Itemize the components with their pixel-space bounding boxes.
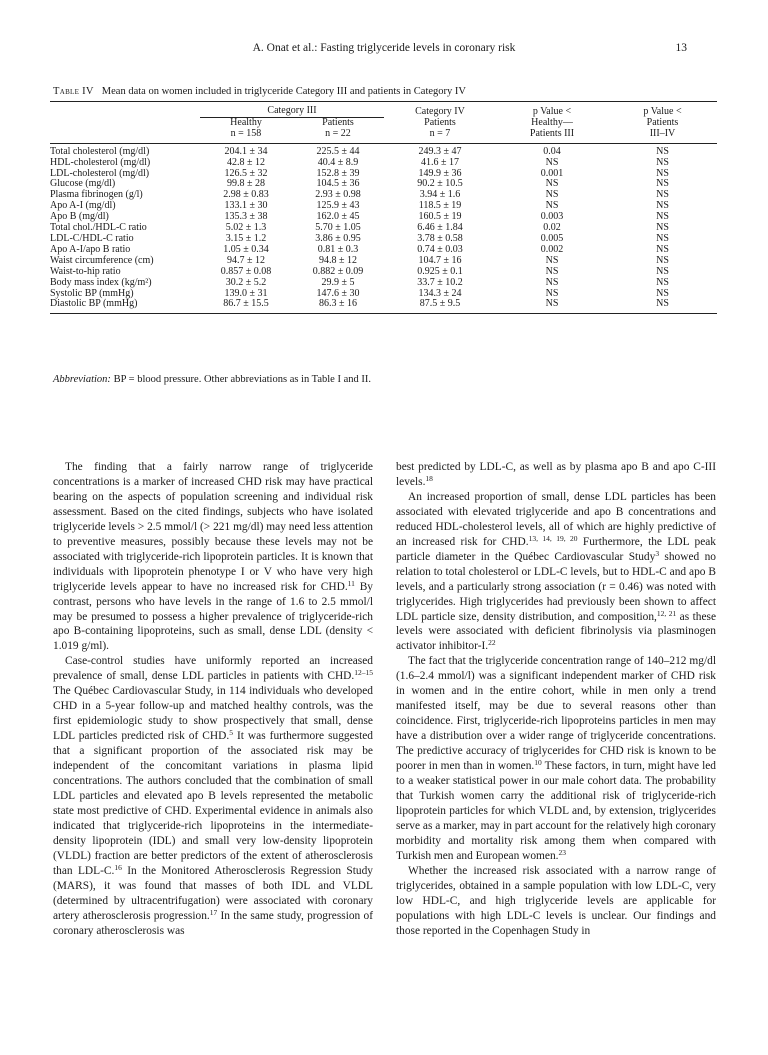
page-number: 13 — [675, 42, 687, 54]
table-row — [50, 158, 717, 169]
table-cell: 5.02 ± 1.3 — [225, 222, 267, 234]
row-label: Total chol./HDL-C ratio — [50, 222, 147, 234]
table-cell: 2.98 ± 0.83 — [223, 189, 269, 201]
table-cell: NS — [656, 265, 669, 277]
table-cell: NS — [656, 156, 669, 168]
table-cell: NS — [545, 265, 559, 277]
table-cell: 160.5 ± 19 — [418, 211, 462, 223]
table-cell: NS — [545, 156, 559, 168]
table-cell: 0.02 — [543, 222, 561, 234]
table-cell: NS — [656, 145, 669, 157]
table-cell: NS — [545, 200, 559, 212]
table-row — [50, 267, 717, 278]
table-cell: 87.5 ± 9.5 — [384, 299, 496, 313]
table-cell: NS — [656, 167, 669, 179]
table-cell: 0.002 — [540, 243, 564, 255]
table-cell: 0.925 ± 0.1 — [417, 265, 463, 277]
running-head — [0, 42, 768, 58]
group-header-category-iii: Category III — [200, 105, 384, 117]
row-label: Body mass index (kg/m²) — [50, 276, 152, 288]
table-cell: 0.81 ± 0.3 — [317, 243, 359, 255]
body-paragraph: Case-control studies have uniformly reported an increased prevalence of small, dense LDL particles in patients with CHD.$^{12-15}$ The Québec Cardiovascular Study, in 114 individuals who developed CHD in a 5-year follow-up and matched healthy controls, was the first epidemiologic study to show prospectively that small, dense LDL particles predicted risk of CHD.$^5$ It was furthermore suggested that a significant proportion of the associated risk may be independent of the concomitant variations in plasma lipid concentrations. The authors concluded that the combination of small LDL particles and elevated apo B levels represented the metabolic state most predictive of CHD. Experimental evidence in animals also indicated that triglyceride-rich lipoproteins in the intermediate-density lipoprotein (IDL) and small very low-density lipoprotein (VLDL) fraction are better predictors of the extent of atherosclerosis than LDL-C.$^{16}$ In the Monitored Atherosclerosis Regression Study (MARS), it was found that masses of both IDL and VLDL (determined by ultracentrifugation) were associated with coronary artery atherosclerosis progression.$^{17}$ In the same study, progression of coronary atherosclerosis was — [53, 655, 373, 937]
col-header-patients-iii-n: n = 22 — [292, 129, 384, 143]
table-cell: NS — [496, 299, 608, 313]
table-cell: 30.2 ± 5.2 — [225, 276, 267, 288]
table-cell: 118.5 ± 19 — [418, 200, 462, 212]
col-header-category-iv-sub: Patients — [424, 116, 456, 128]
abbreviation-text: BP = blood pressure. Other abbreviations as in Table I and II. — [113, 374, 371, 385]
col-header-p-value-2-sub: Patients — [646, 116, 679, 128]
table-cell: 249.3 ± 47 — [418, 145, 462, 157]
table-cell: 139.0 ± 31 — [224, 287, 268, 299]
table-cell: 86.3 ± 16 — [292, 299, 384, 313]
table-cell: 135.3 ± 38 — [224, 211, 268, 223]
row-label: Diastolic BP (mmHg) — [50, 299, 200, 313]
table-cell: 6.46 ± 1.84 — [417, 222, 463, 234]
table-cell: 126.5 ± 32 — [224, 167, 268, 179]
row-label: Total cholesterol (mg/dl) — [50, 145, 150, 157]
table-cell: NS — [545, 178, 559, 190]
table-cell: 0.04 — [543, 145, 561, 157]
col-header-p-value-1-sub: Healthy— — [531, 116, 573, 128]
body-paragraph: best predicted by LDL-C, as well as by plasma apo B and apo C-III levels.$^{18}$ — [396, 461, 716, 488]
table-cell: 204.1 ± 34 — [224, 145, 268, 157]
table-cell: 152.8 ± 39 — [316, 167, 360, 179]
table-cell: 225.5 ± 44 — [316, 145, 360, 157]
table-cell: 3.15 ± 1.2 — [225, 232, 267, 244]
table-cell: NS — [656, 178, 669, 190]
body-column-left — [53, 460, 373, 939]
body-paragraph: An increased proportion of small, dense LDL particles has been associated with elevated triglyceride and apo B concentrations and reduced HDL-cholesterol levels, all of which are highly predictive of an increased risk for CHD.$^{13, 14, 19, 20}$ Furthermore, the LDL peak particle diameter in the Québec Cardiovascular Study$^3$ showed no relation to total cholesterol or LDL-C levels, but to HDL-C and apo B levels, and a particularly strong association (r = 0.46) was noted with triglycerides. High triglycerides had previously been shown to affect LDL particle size, density distribution, and composition,$^{12, 21}$ as these levels were associated with deficient fibrinolysis via plasminogen activator inhibitor-I.$^{22}$ — [396, 490, 717, 653]
row-label: Apo B (mg/dl) — [50, 211, 109, 223]
table-cell: 99.8 ± 28 — [227, 178, 265, 190]
table-cell: NS — [656, 222, 669, 234]
table-cell: NS — [545, 276, 559, 288]
table-row — [50, 223, 717, 234]
table-cell: 104.7 ± 16 — [418, 254, 462, 266]
table-cell: NS — [656, 200, 669, 212]
body-paragraph: The finding that a fairly narrow range of triglyceride concentrations is a marker of increased CHD risk may have practical bearing on the aspects of population screening and individual risk assessment. Based on the cited findings, subjects who have isolated triglyceride levels > 2.5 mmol/l (> 221 mg/dl) may need less attention to preventive measures, possibly because these levels may not be associated with triglyceride-rich lipoprotein particles. It is known that individuals with lipoprotein phenotype I or V who have very high triglyceride levels appear to have no increased risk for CHD.$^{11}$ By contrast, persons who have levels in the range of 1.6 to 2.5 mmol/l may be presumed to possess a higher prevalence of triglyceride-rich apo B-containing lipoproteins, such as small, dense LDL (density < 1.019 g/ml). — [53, 461, 374, 653]
table-cell: 94.7 ± 12 — [227, 254, 265, 266]
table-cell: NS — [656, 276, 669, 288]
table-cell: 125.9 ± 43 — [316, 200, 360, 212]
table-cell: NS — [608, 299, 717, 313]
col-header-healthy-n: n = 158 — [200, 129, 292, 143]
row-label: Apo A-I (mg/dl) — [50, 200, 116, 212]
table-caption — [53, 86, 466, 97]
table-cell: 0.857 ± 0.08 — [220, 265, 272, 277]
table-cell: 104.5 ± 36 — [316, 178, 360, 190]
table-cell: 133.1 ± 30 — [224, 200, 268, 212]
abbreviation-label: Abbreviation: — [53, 374, 111, 385]
row-label: LDL-C/HDL-C ratio — [50, 232, 134, 244]
table-cell: NS — [656, 243, 669, 255]
table-cell: 147.6 ± 30 — [316, 287, 360, 299]
table-cell: 3.78 ± 0.58 — [417, 232, 463, 244]
table-cell: NS — [656, 232, 669, 244]
body-paragraph: The fact that the triglyceride concentration range of 140–212 mg/dl (1.6–2.4 mmol/l) was a significant independent marker of CHD risk in women and in the entire cohort, while in men only a trend manifested itself, may be due to several reasons other than coincidence. First, triglyceride-rich lipoproteins particles in men may have a distribution over a wider range of triglyceride concentrations. The predictive accuracy of triglycerides for CHD risk is known to be poorer in men than in women.$^{10}$ These factors, in turn, might have led to a weaker statistical power in our male cohort data. The probability that Turkish women carry the additional risk of triglyceride-rich lipoprotein particles for which VLDL and, by extension, triglycerides serve as a marker, may in part account for the relatively high coronary morbidity and mortality risk among them when compared with Turkish men and European women.$^{23}$ — [396, 655, 716, 862]
table-cell: NS — [656, 287, 669, 299]
table-cell: 86.7 ± 15.5 — [200, 299, 292, 313]
body-column-right — [396, 460, 716, 939]
table-cell: 94.8 ± 12 — [319, 254, 357, 266]
table-row — [50, 143, 717, 157]
row-label: HDL-cholesterol (mg/dl) — [50, 156, 151, 168]
table-cell: 5.70 ± 1.05 — [315, 222, 361, 234]
table-cell: 162.0 ± 45 — [316, 211, 360, 223]
table-cell: 134.3 ± 24 — [418, 287, 462, 299]
table-caption-text: Mean data on women included in triglyceride Category III and patients in Category IV — [101, 86, 466, 97]
table-row — [50, 212, 717, 223]
table-cell: NS — [545, 254, 559, 266]
table-cell: 0.882 ± 0.09 — [312, 265, 364, 277]
table-cell: 149.9 ± 36 — [418, 167, 462, 179]
table-row — [50, 289, 717, 300]
table-cell: 40.4 ± 8.9 — [317, 156, 359, 168]
col-header-p-value-2: p Value < — [643, 105, 682, 117]
col-header-category-iv: Category IV — [415, 105, 465, 117]
table-cell: 1.05 ± 0.34 — [223, 243, 269, 255]
table-cell: NS — [656, 211, 669, 223]
table-cell: 90.2 ± 10.5 — [417, 178, 463, 190]
row-label: LDL-cholesterol (mg/dl) — [50, 167, 150, 179]
table-cell: 3.94 ± 1.6 — [419, 189, 461, 201]
table-cell: 33.7 ± 10.2 — [417, 276, 463, 288]
table-cell: 0.001 — [540, 167, 564, 179]
table-cell: 29.9 ± 5 — [321, 276, 355, 288]
table-cell: 0.005 — [540, 232, 564, 244]
table-label: Table IV — [53, 86, 94, 97]
row-label: Systolic BP (mmHg) — [50, 287, 134, 299]
row-label: Waist circumference (cm) — [50, 254, 154, 266]
table-cell: 2.93 ± 0.98 — [315, 189, 361, 201]
table-cell: NS — [656, 254, 669, 266]
row-label: Plasma fibrinogen (g/l) — [50, 189, 143, 201]
col-header-category-iv-n: n = 7 — [384, 129, 496, 143]
table-cell: 41.6 ± 17 — [421, 156, 459, 168]
table-row — [50, 201, 717, 212]
row-label: Waist-to-hip ratio — [50, 265, 121, 277]
table-cell: NS — [545, 287, 559, 299]
data-table — [50, 101, 717, 314]
table-cell: 0.003 — [540, 211, 564, 223]
table-row — [50, 234, 717, 245]
col-header-p-value-2-group: III–IV — [608, 129, 717, 143]
table-cell: 42.8 ± 12 — [227, 156, 265, 168]
table-cell: NS — [656, 189, 669, 201]
row-label: Apo A-I/apo B ratio — [50, 243, 131, 255]
col-header-patients-iii: Patients — [322, 116, 354, 128]
col-header-healthy: Healthy — [230, 116, 262, 128]
col-header-p-value-1: p Value < — [532, 105, 572, 117]
table-row — [50, 169, 717, 180]
table-row — [50, 278, 717, 289]
col-header-p-value-1-group: Patients III — [496, 129, 608, 143]
table-footnote — [53, 374, 371, 385]
running-head-title: A. Onat et al.: Fasting triglyceride levels in coronary risk — [252, 42, 516, 54]
body-paragraph: Whether the increased risk associated with a narrow range of triglycerides, obtained in a sample population with low LDL-C, very low HDL-C, and high triglyceride levels are applicable for populations with high LDL-C levels is unclear. Our findings and those reported in the Copenhagen Study in — [396, 864, 716, 937]
table-cell: 3.86 ± 0.95 — [315, 232, 361, 244]
table-row — [50, 256, 717, 267]
table-row — [50, 299, 717, 313]
table-cell: NS — [545, 189, 559, 201]
table-row — [50, 190, 717, 201]
table-cell: 0.74 ± 0.03 — [417, 243, 463, 255]
table-row — [50, 179, 717, 190]
row-label: Glucose (mg/dl) — [50, 178, 116, 190]
